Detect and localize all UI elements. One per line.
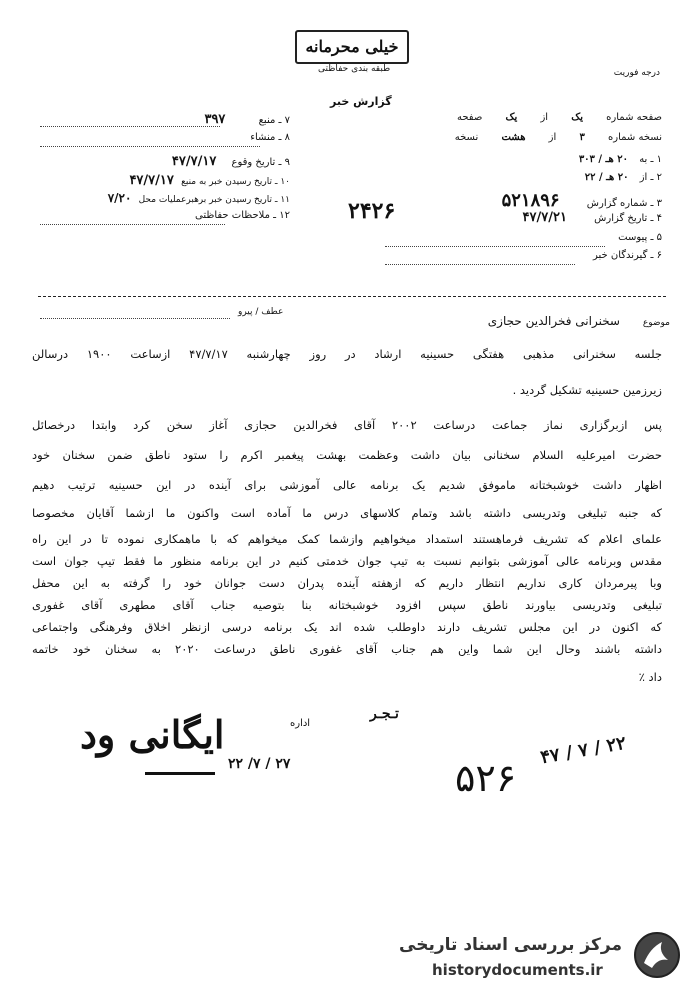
field-label: صفحه شماره [606,112,662,123]
body-line: تبلیغی وتدریسی بیاورند ناطق سپس افزود خوشبختانه بنا بتوصیه جناب آقای مطهری آقای غفوری [32,598,662,612]
body-line: داشته باشند وحال این شما واین هم جناب آقای غفوری ناطق درساعت ۲۰۲۰ به سخنان خود خاتمه [32,642,662,656]
classification-stamp-text: خیلی محرمانه [305,37,399,56]
separator-line [38,296,666,297]
field-value: یک [571,112,583,123]
field-label: ۶ ـ گیرندگان خبر [592,250,662,261]
field-label: ۳ ـ شماره گزارش [586,198,662,209]
field-label: ۱۰ ـ تاریخ رسیدن خبر به منبع [181,177,290,187]
attachment-row [618,232,662,243]
to-row [579,154,662,165]
field-mid: از [548,132,557,143]
field-label: ۵ ـ پیوست [618,232,662,243]
subject-label: موضوع [642,318,670,328]
field-value: ۴۷/۷/۲۱ [522,210,567,225]
field-value: ۲۰ هـ / ۳۰۳ [578,154,628,165]
report-number-row [502,190,662,211]
field-label: ۸ ـ منشاء [250,132,290,143]
form-title: گزارش خبر [330,95,392,108]
field-mid: از [540,112,549,123]
page-number-row [382,112,662,123]
report-date-row [523,210,662,225]
field-value: ۳ [579,132,585,143]
body-line: زیرزمین حسینیه تشکیل گردید . [512,383,662,397]
body-line: حضرت امیرعلیه السلام سخنانی بیان داشت وعظمت بهشت پیغمبر اکرم را ستود ناطق ضمن سخنان خود [32,448,662,462]
field-value: ۴۷/۷/۱۷ [129,173,174,188]
body-line: علمای اعلام که تشریف فرماهستند استمداد میخواهیم وازشما کمک میخواهم که با ماهمکاری نموده تا در این راه [32,532,662,546]
field-value2: هشت [501,132,526,143]
attachment-ref-label: عطف / پیرو [238,307,284,317]
occurrence-date-row [172,154,290,169]
name-stamp: ایگانی ود [80,712,225,757]
attachment-dots [385,246,605,247]
classification-sub: طبقه بندی حفاظتی [318,64,391,74]
classification-stamp [295,30,409,64]
field-value: ۷/۲۰ [107,191,132,205]
field-label: ۱۱ ـ تاریخ رسیدن خبر برهبرعملیات محل [138,195,290,205]
signature-scribble: ۵۲۶ [455,756,517,800]
signature-date-right: ۲۲ /۷ / ۲۷ [228,756,291,772]
body-line: داد ٪ [638,670,662,684]
field-suffix: نسخه [454,132,479,143]
field-label: ۹ ـ تاریخ وقوع [231,157,290,168]
watermark-url: historydocuments.ir [432,961,603,979]
field-label: نسخه شماره [608,132,662,143]
name-stamp-underline [145,762,215,775]
margin-number: ۲۴۲۶ [348,198,396,224]
field-label: ۷ ـ منبع [258,115,290,126]
origin-row [250,132,290,143]
source-dots [40,126,220,127]
field-label: ۴ ـ تاریخ گزارش [594,213,662,224]
body-line: جلسه سخنرانی مذهبی هفتگی حسینیه ارشاد در روز چهارشنبه ۴۷/۷/۱۷ ازساعت ۱۹۰۰ درسالن [32,347,662,361]
recipients-row [593,250,662,261]
source-received-row [129,173,290,188]
recipients-dots [385,264,575,265]
security-notes-dots [40,224,225,225]
from-row [585,172,662,183]
signature-short: تـجـر [370,706,399,722]
field-value: ۲۰ هـ / ۲۲ [584,172,629,183]
security-notes-row [195,210,290,221]
body-line: مقدس وبرنامه عالی آموزشی بتوانیم نسبت به تیپ جوان خدمتی کنیم در این برنامه منظور ما فقط تیپ جوان است [32,554,662,568]
field-label: ۱۲ ـ ملاحظات حفاظتی [195,210,290,221]
source-row [204,112,290,127]
body-line: پس ازبرگزاری نماز جماعت درساعت ۲۰۰۲ آقای فخرالدین حجازی آغاز سخن کرد وابتدا درخصائل [32,418,662,432]
subject-text: سخنرانی فخرالدین حجازی [487,314,620,328]
signature-date-left: ۴۷ / ۷ / ۲۲ [538,732,628,769]
watermark-title: مرکز بررسی اسناد تاریخی [399,935,622,955]
body-line: وبا پیرمردان کاری نداریم انتظار داریم که ازهفته آینده پدران دست جوانان خود را گرفته به این محفل [32,576,662,590]
field-value: ۳۹۷ [204,112,226,127]
field-label: ۱ ـ به [639,154,662,165]
field-value2: یک [505,112,518,123]
attachment-ref-dots [40,318,230,319]
body-line: که جنبه تبلیغی وتدریسی داشته باشد وتمام کلاسهای درس ما آماده است واکنون ما ازشما آقایان مخصوصا [32,506,662,520]
name-prefix: اداره [290,718,311,729]
body-line: اظهار داشت خوشبختانه ماموفق شدیم یک برنامه عالی آموزشی برای آینده در این حسینیه ترتیب دهیم [32,478,662,492]
body-line: که اکنون در این مجلس تشریف دارند داوطلب شده اند یک برنامه درسی ازنظر اخلاق وفرهنگی واجتماعی [32,620,662,634]
field-value: ۴۷/۷/۱۷ [171,154,217,169]
field-suffix: صفحه [456,112,483,123]
origin-dots [40,146,260,147]
priority-label: درجه فوریت [613,68,660,78]
field-label: ۲ ـ از [639,172,662,183]
field-value: ۵۲۱۸۹۶ [501,190,560,211]
copy-number-row [382,132,662,143]
operations-received-row [108,191,290,205]
watermark-logo-icon [632,930,682,980]
